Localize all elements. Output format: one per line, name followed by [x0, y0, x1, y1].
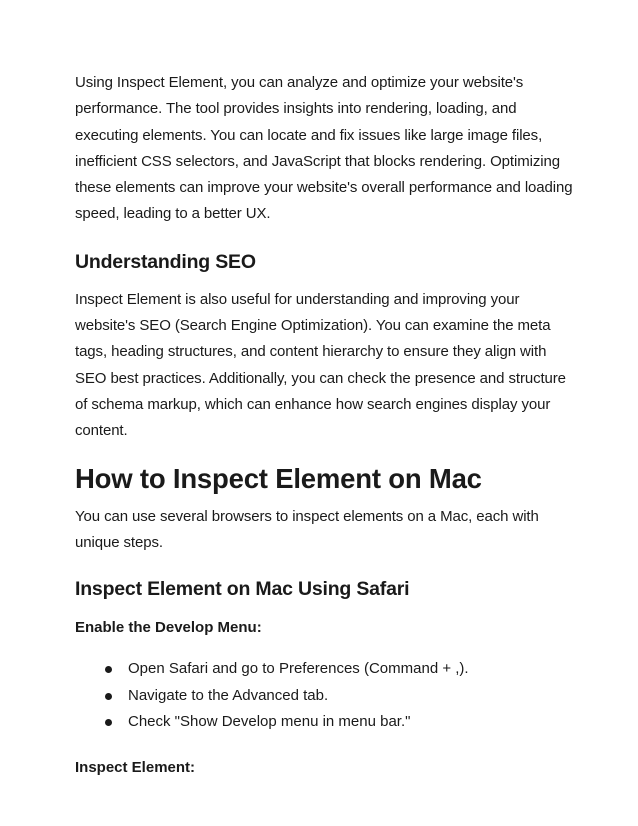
- bullet-icon: [105, 719, 112, 726]
- list-item: [103, 709, 578, 736]
- intro-paragraph: Using Inspect Element, you can analyze and optimize your website's performance. The tool provides insights into rendering, loading, and executing elements. You can locate and fix issues like large image files, inefficient CSS selectors, and JavaScript that blocks rendering. Optimizing these elements can improve your website's overall performance and loading speed, leading to a better UX.: [75, 74, 573, 223]
- seo-paragraph: Inspect Element is also useful for understanding and improving your website's SEO (Search Engine Optimization). You can examine the meta tags, heading structures, and content hierarchy to ensure they align with SEO best practices. Additionally, you can check the presence and structure of schema markup, which can enhance how search engines display your content.: [75, 290, 566, 440]
- safari-heading: Inspect Element on Mac Using Safari: [75, 578, 410, 601]
- list-item: [103, 656, 578, 683]
- list-item-text: Navigate to the Advanced tab.: [128, 686, 329, 704]
- list-item-text: Check "Show Develop menu in menu bar.": [128, 713, 411, 731]
- list-item: [103, 683, 578, 710]
- mac-heading: How to Inspect Element on Mac: [75, 462, 482, 494]
- seo-heading: Understanding SEO: [75, 250, 256, 273]
- inspect-element-heading: Inspect Element:: [75, 758, 196, 776]
- list-item-text: Open Safari and go to Preferences (Command + ,).: [128, 660, 469, 678]
- mac-paragraph: You can use several browsers to inspect elements on a Mac, each with unique steps.: [75, 507, 539, 551]
- develop-menu-heading: Enable the Develop Menu:: [75, 619, 262, 637]
- bullet-icon: [105, 693, 112, 700]
- bullet-icon: [105, 666, 112, 673]
- safari-steps-list: [75, 656, 578, 736]
